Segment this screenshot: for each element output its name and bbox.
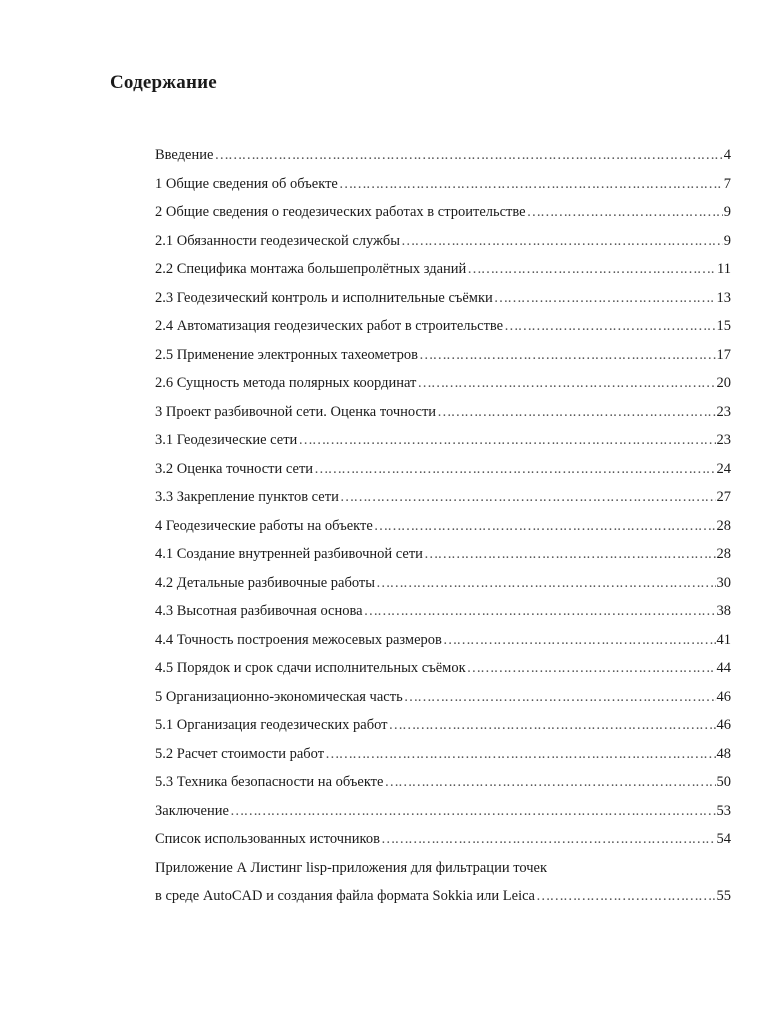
- toc-page-number: 46: [716, 688, 731, 705]
- toc-leader-dots: [376, 569, 716, 598]
- toc-entry-appendix-a[interactable]: [155, 854, 731, 911]
- toc-entry-5-3[interactable]: [155, 768, 731, 797]
- toc-page-number: 53: [716, 802, 731, 819]
- toc-entry-label: 3 Проект разбивочной сети. Оценка точности: [155, 403, 437, 420]
- toc-leader-dots: [325, 740, 715, 769]
- toc-entry-2-4[interactable]: [155, 312, 731, 341]
- toc-leader-dots: [536, 882, 716, 911]
- toc-entry-references[interactable]: [155, 825, 731, 854]
- toc-entry-5-1[interactable]: [155, 711, 731, 740]
- toc-page-number: 46: [716, 717, 731, 733]
- toc-page-number: 17: [716, 346, 731, 363]
- toc-page-number: 24: [716, 460, 731, 477]
- toc-entry-label: 5 Организационно-экономическая часть: [155, 688, 403, 705]
- toc-entry-3-1[interactable]: [155, 426, 731, 455]
- toc-entry-4-4[interactable]: [155, 626, 731, 655]
- toc-entry-label: 2.3 Геодезический контроль и исполнительные съёмки: [155, 289, 493, 306]
- toc-entry-conclusion[interactable]: [155, 797, 731, 826]
- toc-leader-dots: [214, 141, 722, 170]
- toc-entry-label: Список использованных источников: [155, 831, 380, 847]
- toc-entry-label: 4.1 Создание внутренней разбивочной сети: [155, 546, 423, 562]
- toc-leader-dots: [494, 284, 716, 313]
- toc-page-number: 44: [716, 660, 731, 676]
- toc-entry-label: 4.5 Порядок и срок сдачи исполнительных съёмок: [155, 660, 466, 676]
- toc-entry-label: 4 Геодезические работы на объекте: [155, 517, 373, 534]
- toc-page-number: 4: [723, 147, 731, 163]
- toc-entry-label: 3.1 Геодезические сети: [155, 432, 298, 448]
- toc-entry-label-line2: в среде AutoCAD и создания файла формата Sokkia или Leica: [155, 888, 535, 904]
- toc-leader-dots: [340, 483, 716, 512]
- toc-entry-2[interactable]: [155, 198, 731, 227]
- toc-page-number: 28: [716, 517, 731, 534]
- toc-page-number: 9: [723, 232, 731, 249]
- toc-page-number: 28: [716, 546, 731, 562]
- toc-entry-label: 5.2 Расчет стоимости работ: [155, 745, 325, 762]
- toc-entry-2-6[interactable]: [155, 369, 731, 398]
- page-title: Содержание: [110, 72, 217, 93]
- toc-entry-label: 5.3 Техника безопасности на объекте: [155, 774, 384, 790]
- toc-leader-dots: [467, 654, 716, 683]
- toc-page-number: 7: [723, 175, 731, 192]
- toc-page-number: 23: [716, 432, 731, 448]
- toc-page-number: 23: [716, 403, 731, 420]
- toc-entry-2-1[interactable]: [155, 227, 731, 256]
- toc-entry-4-1[interactable]: [155, 540, 731, 569]
- toc-leader-dots: [424, 540, 716, 569]
- toc-page-number: 50: [716, 774, 731, 790]
- toc-leader-dots: [419, 341, 716, 370]
- toc-page-number: 27: [716, 489, 731, 505]
- toc-entry-label: 2.1 Обязанности геодезической службы: [155, 232, 401, 249]
- toc-page-number: 55: [716, 888, 731, 904]
- toc-page-number: 9: [723, 204, 731, 220]
- toc-leader-dots: [417, 369, 715, 398]
- toc-entry-4[interactable]: [155, 512, 731, 541]
- toc-entry-label: 3.3 Закрепление пунктов сети: [155, 489, 339, 505]
- toc-entry-4-2[interactable]: [155, 569, 731, 598]
- toc-entry-label: Заключение: [155, 802, 229, 819]
- toc-leader-dots: [298, 426, 715, 455]
- toc-leader-dots: [404, 683, 716, 712]
- toc-entry-label: 2.6 Сущность метода полярных координат: [155, 375, 417, 391]
- toc-leader-dots: [339, 170, 723, 199]
- toc-entry-3-2[interactable]: [155, 455, 731, 484]
- toc-leader-dots: [384, 768, 715, 797]
- toc-leader-dots: [364, 597, 716, 626]
- toc-entry-label: 4.2 Детальные разбивочные работы: [155, 574, 375, 591]
- toc-page-number: 15: [716, 318, 731, 334]
- toc-page-number: 41: [716, 631, 731, 648]
- toc-entry-label: 3.2 Оценка точности сети: [155, 460, 314, 477]
- toc-entry-2-2[interactable]: [155, 255, 731, 284]
- toc-leader-dots: [504, 312, 715, 341]
- toc-page-number: 20: [716, 375, 731, 391]
- toc-entry-label: 2.4 Автоматизация геодезических работ в строительстве: [155, 318, 504, 334]
- toc-entry-label: Введение: [155, 147, 214, 163]
- toc-entry-label: 4.3 Высотная разбивочная основа: [155, 603, 363, 619]
- toc-entry-5-2[interactable]: [155, 740, 731, 769]
- toc-entry-2-5[interactable]: [155, 341, 731, 370]
- toc-entry-1[interactable]: [155, 170, 731, 199]
- toc-leader-dots: [443, 626, 716, 655]
- toc-leader-dots: [230, 797, 716, 826]
- table-of-contents: [155, 141, 731, 911]
- toc-leader-dots: [401, 227, 723, 256]
- toc-entry-4-5[interactable]: [155, 654, 731, 683]
- toc-entry-5[interactable]: [155, 683, 731, 712]
- toc-entry-3-3[interactable]: [155, 483, 731, 512]
- toc-page-number: 11: [717, 261, 731, 277]
- toc-entry-introduction[interactable]: [155, 141, 731, 170]
- toc-leader-dots: [389, 711, 716, 740]
- toc-entry-label-line1: Приложение А Листинг lisp-приложения для фильтрации точек: [155, 859, 548, 876]
- toc-entry-label: 2.5 Применение электронных тахеометров: [155, 346, 418, 363]
- toc-entry-line2: [155, 882, 731, 911]
- toc-page-number: 13: [716, 289, 731, 306]
- toc-page-number: 48: [716, 745, 731, 762]
- toc-entry-label: 4.4 Точность построения межосевых размеров: [155, 631, 442, 648]
- toc-leader-dots: [467, 255, 716, 284]
- toc-entry-label: 2 Общие сведения о геодезических работах в строительстве: [155, 204, 526, 220]
- toc-entry-2-3[interactable]: [155, 284, 731, 313]
- toc-leader-dots: [527, 198, 723, 227]
- toc-entry-3[interactable]: [155, 398, 731, 427]
- toc-leader-dots: [381, 825, 716, 854]
- toc-page-number: 30: [716, 574, 731, 591]
- toc-entry-label: 5.1 Организация геодезических работ: [155, 717, 388, 733]
- toc-leader-dots: [437, 398, 715, 427]
- toc-entry-label: 1 Общие сведения об объекте: [155, 175, 338, 192]
- toc-leader-dots: [314, 455, 715, 484]
- toc-page-number: 38: [716, 603, 731, 619]
- toc-entry-4-3[interactable]: [155, 597, 731, 626]
- toc-entry-label: 2.2 Специфика монтажа большепролётных зданий: [155, 261, 467, 277]
- toc-leader-dots: [374, 512, 716, 541]
- toc-page-number: 54: [716, 831, 731, 847]
